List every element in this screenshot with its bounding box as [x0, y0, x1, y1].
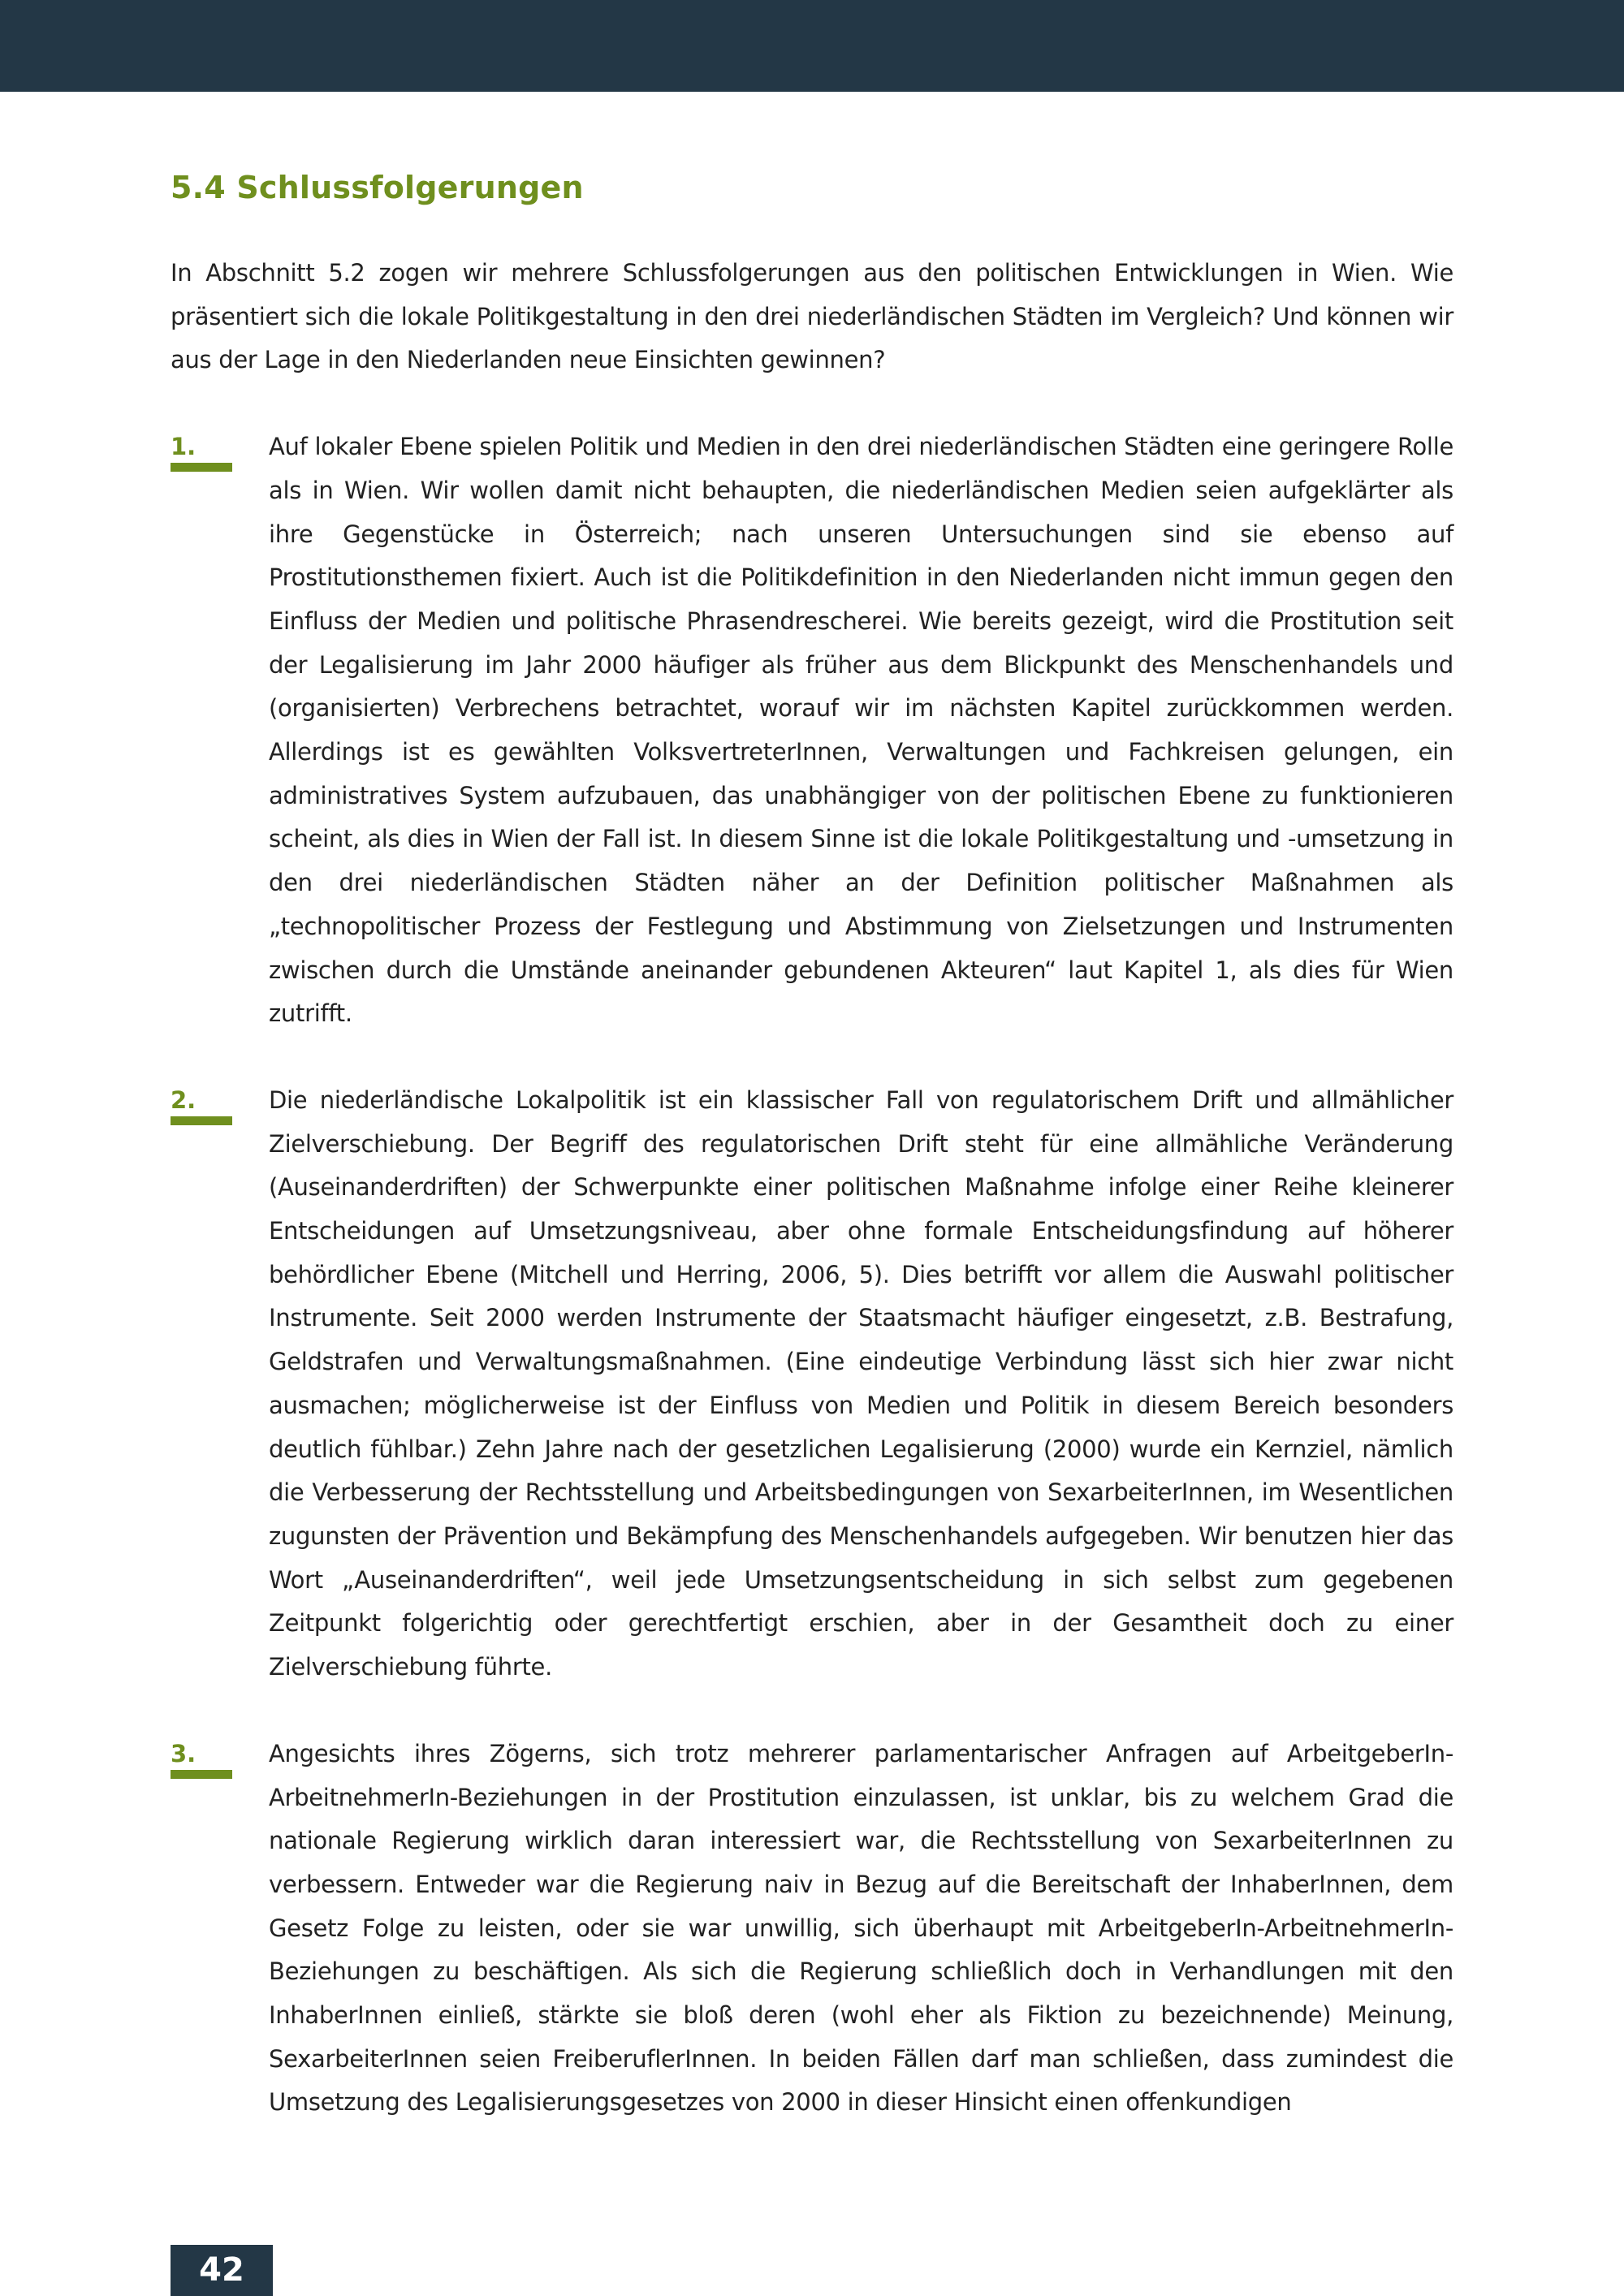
list-item-3: [171, 1733, 1453, 2125]
header-bar: [0, 0, 1624, 92]
intro-paragraph: In Abschnitt 5.2 zogen wir mehrere Schlussfolgerungen aus den politischen Entwicklungen in Wien. Wie präsentiert sich die lokale Politikgestaltung in den drei niederländischen Städten im Vergleich? Und können wir aus der Lage in den Niederlanden neue Einsichten gewinnen?: [171, 259, 1453, 374]
list-item-2: [171, 1079, 1453, 1690]
number-underline: [171, 1116, 232, 1125]
list-item-1: [171, 425, 1453, 1036]
page-content: [171, 161, 1453, 2125]
section-title: 5.4 Schlussfolgerungen: [171, 170, 584, 205]
list-item-text: Angesichts ihres Zögerns, sich trotz mehrerer parlamentarischer Anfragen auf ArbeitgeberIn-ArbeitnehmerIn-Beziehungen in der Prostitution einzulassen, ist unklar, bis zu welchem Grad die nationale Regierung wirklich daran interessiert war, die Rechtsstellung von SexarbeiterInnen zu verbessern. Entweder war die Regierung naiv in Bezug auf die Bereitschaft der InhaberInnen, dem Gesetz Folge zu leisten, oder sie war unwillig, sich überhaupt mit ArbeitgeberIn-ArbeitnehmerIn-Beziehungen zu beschäftigen. Als sich die Regierung schließlich doch in Verhandlungen mit den InhaberInnen einließ, stärkte sie bloß deren (wohl eher als Fiktion zu bezeichnende) Meinung, SexarbeiterInnen seien FreiberuflerInnen. In beiden Fällen darf man schließen, dass zumindest die Umsetzung des Legalisierungsgesetzes von 2000 in dieser Hinsicht einen offenkundigen: [269, 1739, 1453, 2117]
number-underline: [171, 1770, 232, 1779]
list-item-text: Die niederländische Lokalpolitik ist ein klassischer Fall von regulatorischem Drift und allmählicher Zielverschiebung. Der Begriff des regulatorischen Drift steht für eine allmähliche Veränderung (Auseinanderdriften) der Schwerpunkte einer politischen Maßnahme infolge einer Reihe kleinerer Entscheidungen auf Umsetzungsniveau, aber ohne formale Entscheidungsfindung auf höherer behördlicher Ebene (Mitchell und Herring, 2006, 5). Dies betrifft vor allem die Auswahl politischer Instrumente. Seit 2000 werden Instrumente der Staatsmacht häufiger eingesetzt, z.B. Bestrafung, Geldstrafen und Verwaltungsmaßnahmen. (Eine eindeutige Verbindung lässt sich hier zwar nicht ausmachen; möglicherweise ist der Einfluss von Medien und Politik in diesem Bereich besonders deutlich fühlbar.) Zehn Jahre nach der gesetzlichen Legalisierung (2000) wurde ein Kernziel, nämlich die Verbesserung der Rechtsstellung und Arbeitsbedingungen von SexarbeiterInnen, im Wesentlichen zugunsten der Prävention und Bekämpfung des Menschenhandels aufgegeben. Wir benutzen hier das Wort „Auseinanderdriften“, weil jede Umsetzungsentscheidung in sich selbst zum gegebenen Zeitpunkt folgerichtig oder gerechtfertigt erschien, aber in der Gesamtheit doch zu einer Zielverschiebung führte.: [269, 1085, 1453, 1681]
list-number: 1.: [171, 433, 197, 461]
list-number: 2.: [171, 1085, 197, 1114]
number-underline: [171, 463, 232, 472]
page-number: 42: [171, 2245, 273, 2296]
list-item-text: Auf lokaler Ebene spielen Politik und Medien in den drei niederländischen Städten eine geringere Rolle als in Wien. Wir wollen damit nicht behaupten, die niederländischen Medien seien aufgeklärter als ihre Gegenstücke in Österreich; nach unseren Untersuchungen sind sie ebenso auf Prostitutionsthemen fixiert. Auch ist die Politikdefinition in den Niederlanden nicht immun gegen den Einfluss der Medien und politische Phrasendrescherei. Wie bereits gezeigt, wird die Prostitution seit der Legalisierung im Jahr 2000 häufiger als früher aus dem Blickpunkt des Menschenhandels und (organisierten) Verbrechens betrachtet, worauf wir im nächsten Kapitel zurückkommen werden. Allerdings ist es gewählten VolksvertreterInnen, Verwaltungen und Fachkreisen gelungen, ein administratives System aufzubauen, das unabhängiger von der politischen Ebene zu funktionieren scheint, als dies in Wien der Fall ist. In diesem Sinne ist die lokale Politikgestaltung und -umsetzung in den drei niederländischen Städten näher an der Definition politischer Maßnahmen als „technopolitischer Prozess der Festlegung und Abstimmung von Zielsetzungen und Instrumenten zwischen durch die Umstände aneinander gebundenen Akteuren“ laut Kapitel 1, als dies für Wien zutrifft.: [269, 433, 1453, 1028]
list-number: 3.: [171, 1739, 197, 1767]
